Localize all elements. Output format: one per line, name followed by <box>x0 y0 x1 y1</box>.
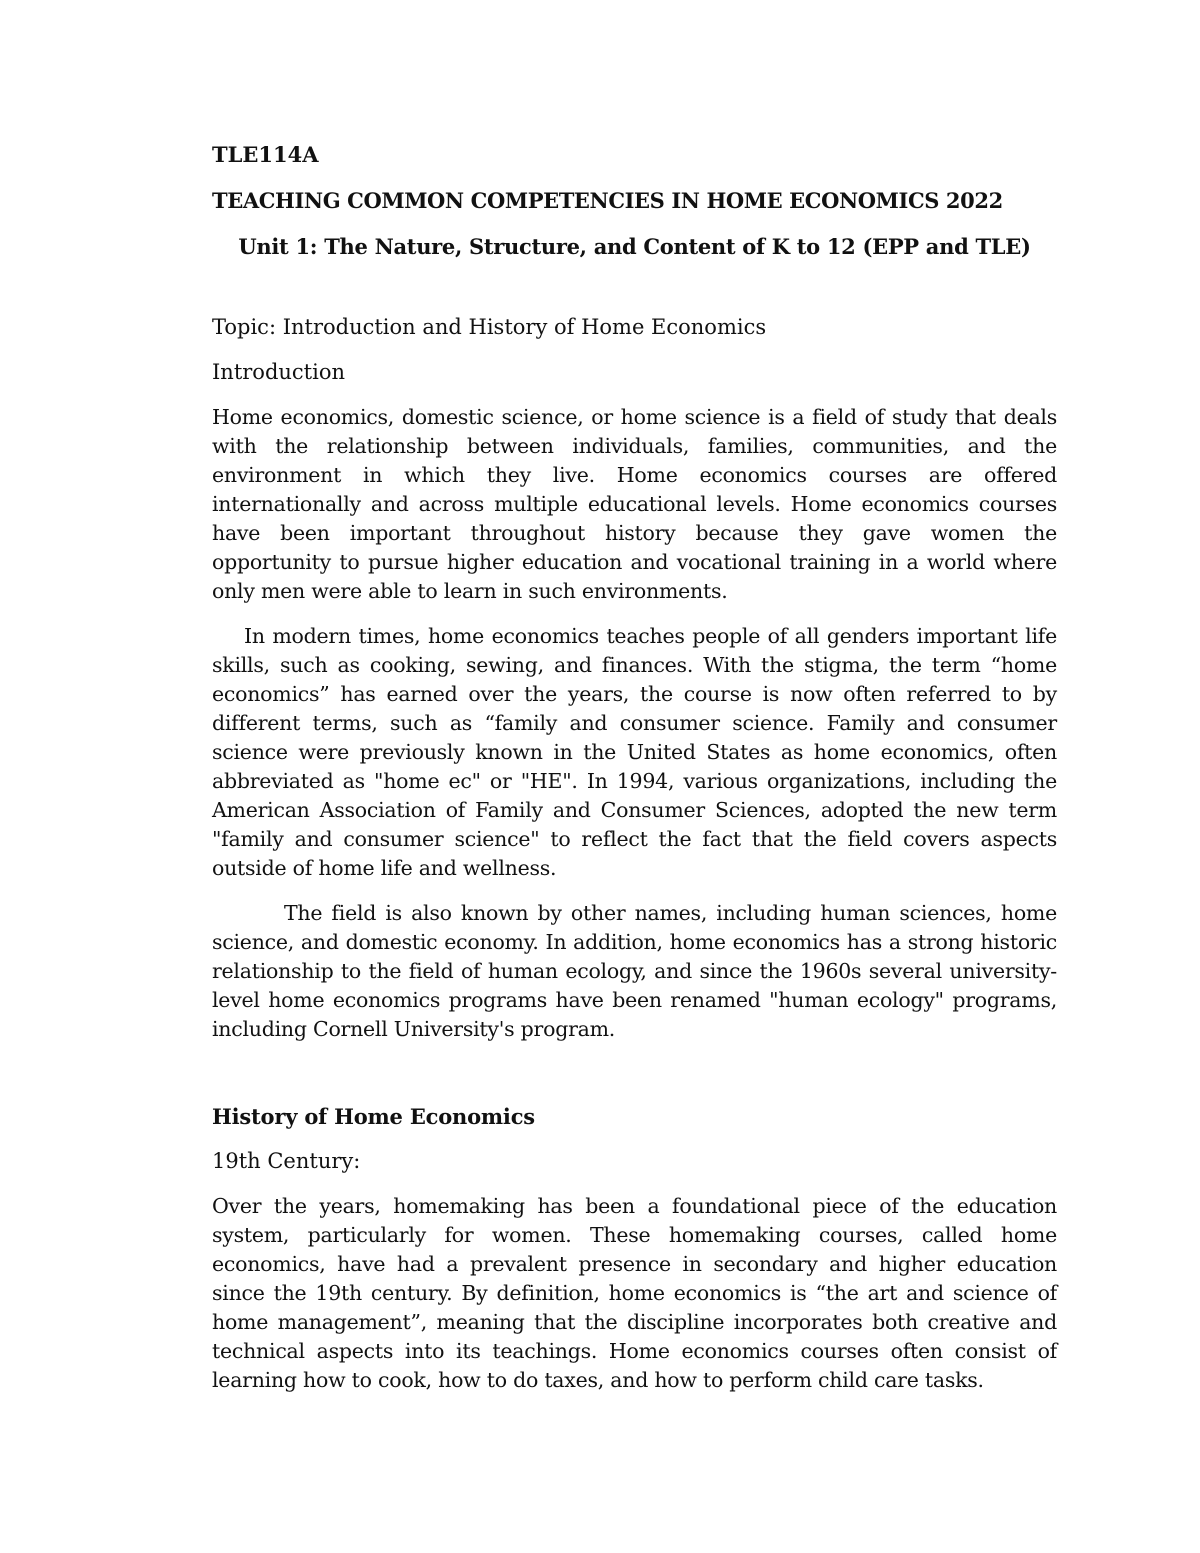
history-heading: History of Home Economics <box>212 1104 535 1129</box>
topic-line: Topic: Introduction and History of Home Economics <box>212 315 767 339</box>
history-paragraph-1: Over the years, homemaking has been a foundational piece of the education system, particularly for women. These homemaking courses, called home economics, have had a prevalent presence in secondary and higher education since the 19th century. By definition, home economics is “the art and science of home management”, meaning that the discipline incorporates both creative and technical aspects into its teachings. Home economics courses often consist of learning how to cook, how to do taxes, and how to perform child care tasks. <box>212 1194 1057 1392</box>
unit-title: Unit 1: The Nature, Structure, and Content of K to 12 (EPP and TLE) <box>238 234 1031 259</box>
introduction-paragraph-3: The field is also known by other names, including human sciences, home science, and domestic economy. In addition, home economics has a strong historic relationship to the field of human ecology, and since the 1960s several university-level home economics programs have been renamed "human ecology" programs, including Cornell University's program. <box>212 901 1057 1041</box>
course-code: TLE114A <box>212 142 319 167</box>
course-title: TEACHING COMMON COMPETENCIES IN HOME ECONOMICS 2022 <box>212 188 1003 213</box>
introduction-heading: Introduction <box>212 360 345 384</box>
century-heading: 19th Century: <box>212 1149 361 1173</box>
introduction-paragraph-2: In modern times, home economics teaches people of all genders important life skills, such as cooking, sewing, and finances. With the stigma, the term “home economics” has earned over the years, the course is now often referred to by different terms, such as “family and consumer science. Family and consumer science were previously known in the United States as home economics, often abbreviated as "home ec" or "HE". In 1994, various organizations, including the American Association of Family and Consumer Sciences, adopted the new term "family and consumer science" to reflect the fact that the field covers aspects outside of home life and wellness. <box>212 624 1057 880</box>
document-content <box>212 140 1057 1411</box>
introduction-paragraph-1: Home economics, domestic science, or home science is a field of study that deals with the relationship between individuals, families, communities, and the environment in which they live. Home economics courses are offered internationally and across multiple educational levels. Home economics courses have been important throughout history because they gave women the opportunity to pursue higher education and vocational training in a world where only men were able to learn in such environments. <box>212 405 1057 603</box>
